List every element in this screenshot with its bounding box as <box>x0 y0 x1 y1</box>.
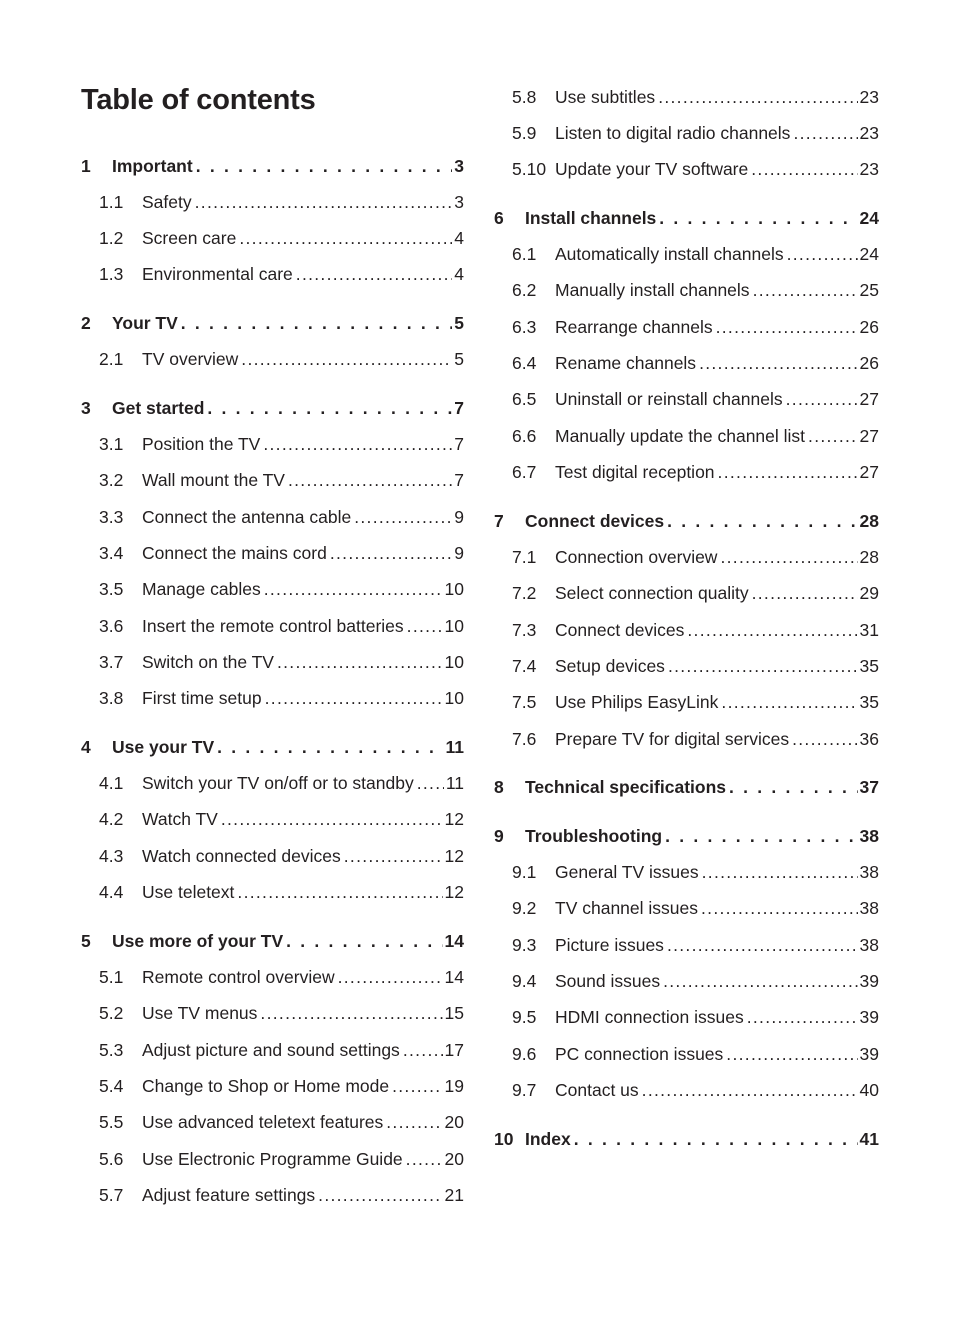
toc-page-number: 12 <box>444 882 464 902</box>
toc-section-entry[interactable] <box>81 1003 464 1029</box>
toc-entry-number: 4 <box>81 737 91 757</box>
dot-leader <box>753 280 858 301</box>
toc-entry-title: Sound issues <box>555 971 661 991</box>
toc-entry-title: Use more of your TV <box>112 931 284 951</box>
toc-entry-title: Listen to digital radio channels <box>555 123 791 143</box>
toc-entry-number: 5.7 <box>99 1185 124 1205</box>
toc-chapter-entry[interactable] <box>494 1129 879 1155</box>
toc-entry-number: 6 <box>494 208 504 228</box>
toc-entry-title: Insert the remote control batteries <box>142 616 404 636</box>
toc-entry-title: Watch connected devices <box>142 846 341 866</box>
dot-leader <box>792 729 857 750</box>
dot-leader <box>726 1044 857 1065</box>
toc-entry-number: 4.1 <box>99 773 124 793</box>
toc-entry-title: Automatically install channels <box>555 244 784 264</box>
dot-leader <box>667 511 857 532</box>
toc-section-entry[interactable] <box>494 317 879 343</box>
toc-entry-number: 5 <box>81 931 91 951</box>
page-title: Table of contents <box>81 84 316 116</box>
dot-leader <box>687 620 857 641</box>
toc-chapter-entry[interactable] <box>81 313 464 339</box>
dot-leader <box>277 652 443 673</box>
dot-leader <box>751 159 857 180</box>
dot-leader <box>406 1149 443 1170</box>
toc-entry-number: 6.6 <box>512 426 537 446</box>
toc-entry-number: 6.4 <box>512 353 537 373</box>
toc-section-entry[interactable] <box>494 462 879 488</box>
dot-leader <box>386 1112 442 1133</box>
toc-entry-title: Connect devices <box>525 511 665 531</box>
toc-entry-number: 1 <box>81 156 91 176</box>
toc-section-entry[interactable] <box>494 389 879 415</box>
toc-entry-number: 3.3 <box>99 507 124 527</box>
dot-leader <box>241 349 452 370</box>
toc-entry-number: 9.5 <box>512 1007 537 1027</box>
toc-entry-title: Rename channels <box>555 353 697 373</box>
dot-leader <box>665 826 857 847</box>
toc-section-entry[interactable] <box>81 192 464 218</box>
toc-entry-number: 9.3 <box>512 935 537 955</box>
toc-page-number: 15 <box>444 1003 464 1023</box>
toc-page-number: 9 <box>454 543 464 563</box>
toc-entry-number: 5.8 <box>512 87 537 107</box>
dot-leader <box>699 353 857 374</box>
toc-entry-number: 3.2 <box>99 470 124 490</box>
toc-page-number: 39 <box>859 971 879 991</box>
toc-page-number: 5 <box>454 349 464 369</box>
dot-leader <box>720 547 857 568</box>
toc-entry-title: Adjust feature settings <box>142 1185 316 1205</box>
toc-section-entry[interactable] <box>81 349 464 375</box>
toc-entry-number: 9.2 <box>512 898 537 918</box>
toc-section-entry[interactable] <box>81 1040 464 1066</box>
toc-page-number: 38 <box>859 898 879 918</box>
toc-page-number: 41 <box>859 1129 879 1149</box>
dot-leader <box>392 1076 442 1097</box>
toc-section-entry[interactable] <box>81 882 464 908</box>
toc-entry-number: 6.5 <box>512 389 537 409</box>
toc-page-number: 38 <box>859 862 879 882</box>
toc-section-entry[interactable] <box>81 809 464 835</box>
toc-entry-number: 9.6 <box>512 1044 537 1064</box>
toc-page-number: 7 <box>454 434 464 454</box>
toc-section-entry[interactable] <box>81 1185 464 1211</box>
toc-page-number: 23 <box>859 87 879 107</box>
toc-entry-number: 7.6 <box>512 729 537 749</box>
toc-page-number: 7 <box>454 470 464 490</box>
toc-page-number: 3 <box>454 192 464 212</box>
toc-entry-number: 9.4 <box>512 971 537 991</box>
toc-page-number: 10 <box>444 616 464 636</box>
toc-page-number: 25 <box>859 280 879 300</box>
toc-entry-number: 3.7 <box>99 652 124 672</box>
toc-section-entry[interactable] <box>81 616 464 642</box>
toc-chapter-entry[interactable] <box>81 156 464 182</box>
toc-page-number: 36 <box>859 729 879 749</box>
toc-section-entry[interactable] <box>494 971 879 997</box>
toc-chapter-entry[interactable] <box>81 398 464 424</box>
dot-leader <box>716 317 858 338</box>
toc-page-number: 29 <box>859 583 879 603</box>
toc-entry-number: 9 <box>494 826 504 846</box>
toc-entry-number: 9.1 <box>512 862 537 882</box>
toc-page-number: 3 <box>454 156 464 176</box>
toc-entry-number: 9.7 <box>512 1080 537 1100</box>
toc-section-entry[interactable] <box>494 935 879 961</box>
toc-section-entry[interactable] <box>81 688 464 714</box>
toc-section-entry[interactable] <box>494 123 879 149</box>
toc-page-number: 11 <box>445 737 464 757</box>
toc-page-number: 28 <box>859 547 879 567</box>
toc-section-entry[interactable] <box>494 692 879 718</box>
toc-entry-title: TV overview <box>142 349 239 369</box>
toc-entry-title: Update your TV software <box>555 159 749 179</box>
toc-section-entry[interactable] <box>494 87 879 113</box>
toc-section-entry[interactable] <box>81 543 464 569</box>
toc-entry-title: Switch on the TV <box>142 652 274 672</box>
dot-leader <box>344 846 443 867</box>
dot-leader <box>237 882 442 903</box>
toc-section-entry[interactable] <box>81 470 464 496</box>
toc-page-number: 24 <box>859 208 879 228</box>
toc-page-number: 38 <box>859 826 879 846</box>
toc-entry-title: Troubleshooting <box>525 826 663 846</box>
toc-chapter-entry[interactable] <box>81 931 464 957</box>
toc-entry-title: Use TV menus <box>142 1003 258 1023</box>
toc-page-number: 10 <box>444 688 464 708</box>
toc-page-number: 9 <box>454 507 464 527</box>
toc-page-number: 14 <box>444 967 464 987</box>
dot-leader <box>721 692 857 713</box>
toc-section-entry[interactable] <box>81 228 464 254</box>
toc-page-number: 10 <box>444 579 464 599</box>
toc-page-number: 7 <box>454 398 464 418</box>
toc-page-number: 12 <box>444 846 464 866</box>
toc-entry-number: 6.3 <box>512 317 537 337</box>
toc-section-entry[interactable] <box>494 353 879 379</box>
toc-section-entry[interactable] <box>81 507 464 533</box>
toc-page-number: 35 <box>859 692 879 712</box>
toc-entry-title: Install channels <box>525 208 657 228</box>
dot-leader <box>729 777 858 798</box>
dot-leader <box>786 389 858 410</box>
dot-leader <box>288 470 452 491</box>
toc-chapter-entry[interactable] <box>494 826 879 852</box>
toc-entry-title: PC connection issues <box>555 1044 724 1064</box>
toc-section-entry[interactable] <box>81 1149 464 1175</box>
toc-entry-number: 6.7 <box>512 462 537 482</box>
toc-page-number: 5 <box>454 313 464 333</box>
toc-entry-title: Safety <box>142 192 192 212</box>
toc-entry-title: HDMI connection issues <box>555 1007 744 1027</box>
toc-section-entry[interactable] <box>494 898 879 924</box>
toc-section-entry[interactable] <box>81 773 464 799</box>
dot-leader <box>663 971 857 992</box>
toc-page-number: 20 <box>444 1112 464 1132</box>
toc-section-entry[interactable] <box>494 280 879 306</box>
toc-chapter-entry[interactable] <box>494 208 879 234</box>
toc-section-entry[interactable] <box>494 244 879 270</box>
toc-entry-title: Use advanced teletext features <box>142 1112 384 1132</box>
dot-leader <box>221 809 443 830</box>
dot-leader <box>642 1080 858 1101</box>
toc-entry-number: 5.6 <box>99 1149 124 1169</box>
toc-entry-title: Position the TV <box>142 434 261 454</box>
toc-entry-number: 5.4 <box>99 1076 124 1096</box>
toc-entry-title: Technical specifications <box>525 777 726 797</box>
toc-page-number: 37 <box>859 777 879 797</box>
toc-section-entry[interactable] <box>81 1076 464 1102</box>
toc-page-number: 31 <box>859 620 879 640</box>
toc-entry-title: Screen care <box>142 228 237 248</box>
dot-leader <box>659 208 857 229</box>
dot-leader <box>658 87 857 108</box>
toc-page-number: 38 <box>859 935 879 955</box>
toc-entry-title: Environmental care <box>142 264 293 284</box>
toc-entry-title: General TV issues <box>555 862 699 882</box>
toc-page-number: 39 <box>859 1044 879 1064</box>
toc-entry-title: Wall mount the TV <box>142 470 285 490</box>
dot-leader <box>752 583 858 604</box>
toc-entry-number: 3.4 <box>99 543 124 563</box>
dot-leader <box>787 244 858 265</box>
toc-page-number: 35 <box>859 656 879 676</box>
toc-entry-number: 2 <box>81 313 91 333</box>
toc-section-entry[interactable] <box>81 1112 464 1138</box>
toc-entry-number: 5.3 <box>99 1040 124 1060</box>
dot-leader <box>296 264 452 285</box>
toc-entry-title: Use teletext <box>142 882 235 902</box>
dot-leader <box>718 462 858 483</box>
toc-entry-title: Get started <box>112 398 205 418</box>
dot-leader <box>747 1007 858 1028</box>
dot-leader <box>260 1003 442 1024</box>
toc-entry-number: 3.5 <box>99 579 124 599</box>
dot-leader <box>330 543 452 564</box>
toc-entry-number: 6.1 <box>512 244 537 264</box>
toc-section-entry[interactable] <box>494 1007 879 1033</box>
toc-entry-title: Manually update the channel list <box>555 426 806 446</box>
dot-leader <box>574 1129 858 1150</box>
toc-page-number: 21 <box>444 1185 464 1205</box>
toc-entry-title: Connection overview <box>555 547 718 567</box>
toc-section-entry[interactable] <box>494 1080 879 1106</box>
dot-leader <box>181 313 452 334</box>
toc-entry-number: 3 <box>81 398 91 418</box>
toc-entry-title: Rearrange channels <box>555 317 713 337</box>
dot-leader <box>265 688 443 709</box>
toc-section-entry[interactable] <box>494 159 879 185</box>
toc-section-entry[interactable] <box>494 547 879 573</box>
dot-leader <box>286 931 442 952</box>
toc-entry-number: 1.3 <box>99 264 124 284</box>
toc-entry-title: Manage cables <box>142 579 261 599</box>
dot-leader <box>403 1040 443 1061</box>
toc-chapter-entry[interactable] <box>81 737 464 763</box>
toc-entry-number: 2.1 <box>99 349 124 369</box>
toc-entry-title: Select connection quality <box>555 583 749 603</box>
toc-entry-number: 5.9 <box>512 123 537 143</box>
toc-page-number: 26 <box>859 353 879 373</box>
toc-entry-number: 5.1 <box>99 967 124 987</box>
toc-page-number: 4 <box>454 228 464 248</box>
dot-leader <box>354 507 452 528</box>
toc-page-number: 10 <box>444 652 464 672</box>
toc-entry-title: Prepare TV for digital services <box>555 729 790 749</box>
toc-page-number: 14 <box>444 931 464 951</box>
toc-entry-title: Picture issues <box>555 935 664 955</box>
dot-leader <box>239 228 452 249</box>
toc-entry-title: Use subtitles <box>555 87 656 107</box>
toc-page-number: 17 <box>444 1040 464 1060</box>
toc-entry-title: Test digital reception <box>555 462 715 482</box>
dot-leader <box>217 737 443 758</box>
toc-page-number: 40 <box>859 1080 879 1100</box>
toc-entry-number: 10 <box>494 1129 514 1149</box>
dot-leader <box>667 935 858 956</box>
toc-entry-title: Setup devices <box>555 656 665 676</box>
toc-section-entry[interactable] <box>494 1044 879 1070</box>
dot-leader <box>793 123 857 144</box>
toc-entry-title: TV channel issues <box>555 898 698 918</box>
toc-page-number: 19 <box>444 1076 464 1096</box>
toc-entry-title: Uninstall or reinstall channels <box>555 389 783 409</box>
toc-entry-title: Watch TV <box>142 809 218 829</box>
dot-leader <box>808 426 858 447</box>
toc-section-entry[interactable] <box>494 656 879 682</box>
toc-entry-title: Use Electronic Programme Guide <box>142 1149 403 1169</box>
toc-entry-number: 7.1 <box>512 547 537 567</box>
toc-entry-number: 3.8 <box>99 688 124 708</box>
toc-entry-number: 4.3 <box>99 846 124 866</box>
toc-entry-number: 7.4 <box>512 656 537 676</box>
toc-entry-title: Connect devices <box>555 620 685 640</box>
toc-page-number: 27 <box>859 389 879 409</box>
dot-leader <box>702 862 858 883</box>
toc-entry-number: 5.2 <box>99 1003 124 1023</box>
dot-leader <box>668 656 858 677</box>
toc-page-number: 12 <box>444 809 464 829</box>
toc-entry-number: 6.2 <box>512 280 537 300</box>
toc-entry-title: Important <box>112 156 193 176</box>
dot-leader <box>407 616 443 637</box>
dot-leader <box>338 967 443 988</box>
toc-section-entry[interactable] <box>81 579 464 605</box>
toc-entry-number: 7 <box>494 511 504 531</box>
toc-page-number: 23 <box>859 159 879 179</box>
toc-section-entry[interactable] <box>494 729 879 755</box>
toc-section-entry[interactable] <box>494 426 879 452</box>
toc-entry-number: 7.5 <box>512 692 537 712</box>
toc-entry-number: 7.2 <box>512 583 537 603</box>
toc-entry-title: Contact us <box>555 1080 639 1100</box>
toc-page-number: 11 <box>445 773 464 793</box>
toc-entry-title: Connect the mains cord <box>142 543 327 563</box>
toc-entry-title: Adjust picture and sound settings <box>142 1040 400 1060</box>
toc-entry-number: 1.2 <box>99 228 124 248</box>
toc-chapter-entry[interactable] <box>494 777 879 803</box>
toc-entry-title: Change to Shop or Home mode <box>142 1076 390 1096</box>
toc-entry-title: Your TV <box>112 313 178 333</box>
toc-entry-title: Switch your TV on/off or to standby <box>142 773 414 793</box>
toc-section-entry[interactable] <box>81 967 464 993</box>
toc-section-entry[interactable] <box>494 620 879 646</box>
toc-entry-number: 3.6 <box>99 616 124 636</box>
toc-page-number: 23 <box>859 123 879 143</box>
toc-section-entry[interactable] <box>81 846 464 872</box>
toc-entry-title: Remote control overview <box>142 967 335 987</box>
toc-entry-title: Use Philips EasyLink <box>555 692 719 712</box>
toc-section-entry[interactable] <box>81 652 464 678</box>
toc-entry-number: 3.1 <box>99 434 124 454</box>
toc-page-number: 27 <box>859 462 879 482</box>
dot-leader <box>263 434 452 455</box>
toc-page-number: 4 <box>454 264 464 284</box>
toc-section-entry[interactable] <box>81 264 464 290</box>
toc-entry-number: 5.10 <box>512 159 547 179</box>
toc-chapter-entry[interactable] <box>494 511 879 537</box>
dot-leader <box>264 579 443 600</box>
dot-leader <box>207 398 452 419</box>
toc-page-number: 28 <box>859 511 879 531</box>
toc-section-entry[interactable] <box>494 862 879 888</box>
toc-entry-number: 7.3 <box>512 620 537 640</box>
dot-leader <box>318 1185 442 1206</box>
toc-page-number: 20 <box>444 1149 464 1169</box>
toc-entry-title: Index <box>525 1129 571 1149</box>
toc-entry-title: Use your TV <box>112 737 215 757</box>
toc-entry-title: Manually install channels <box>555 280 750 300</box>
toc-page-number: 39 <box>859 1007 879 1027</box>
toc-section-entry[interactable] <box>494 583 879 609</box>
toc-entry-title: Connect the antenna cable <box>142 507 352 527</box>
toc-entry-number: 4.4 <box>99 882 124 902</box>
dot-leader <box>417 773 444 794</box>
toc-entry-title: First time setup <box>142 688 262 708</box>
toc-page-number: 26 <box>859 317 879 337</box>
toc-entry-number: 8 <box>494 777 504 797</box>
toc-entry-number: 4.2 <box>99 809 124 829</box>
dot-leader <box>701 898 858 919</box>
toc-page-number: 24 <box>859 244 879 264</box>
toc-entry-number: 5.5 <box>99 1112 124 1132</box>
toc-section-entry[interactable] <box>81 434 464 460</box>
toc-entry-number: 1.1 <box>99 192 124 212</box>
dot-leader <box>195 192 453 213</box>
toc-page-number: 27 <box>859 426 879 446</box>
dot-leader <box>196 156 453 177</box>
